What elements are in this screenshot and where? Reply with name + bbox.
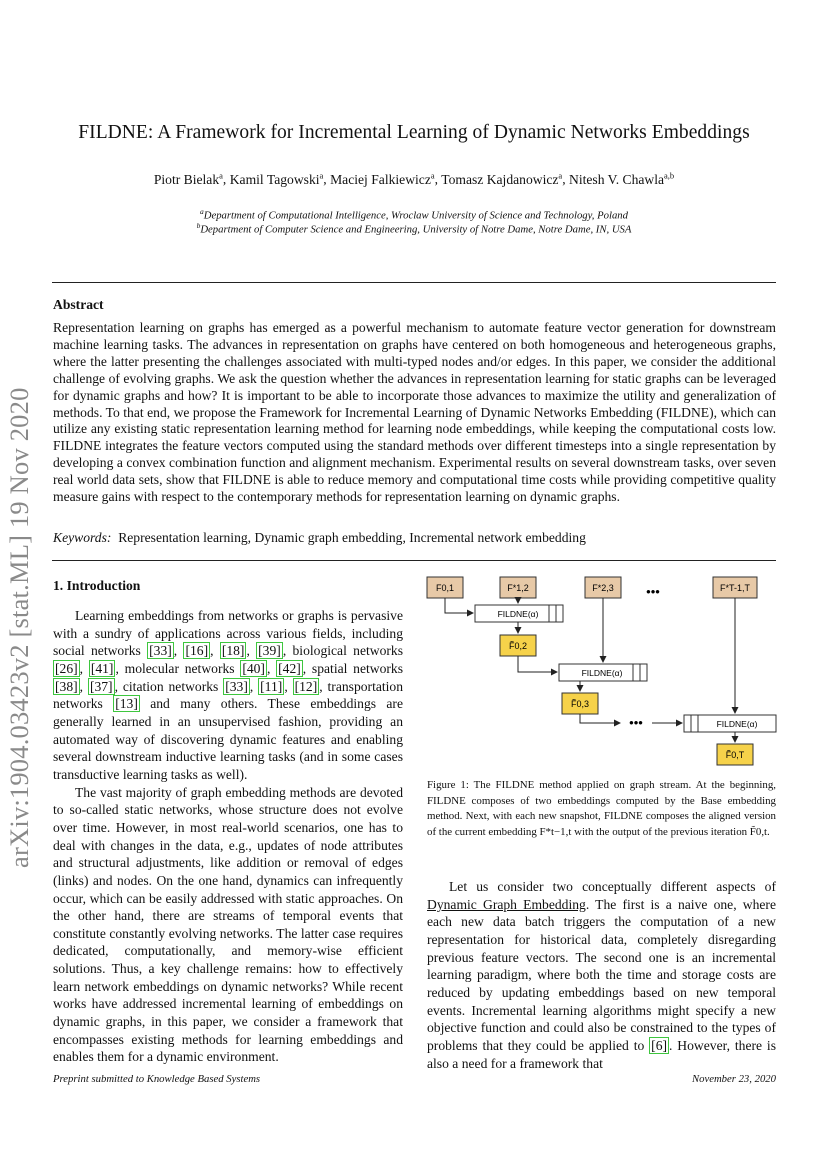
author: Tomasz Kajdanowicz$^a$ — [441, 170, 563, 187]
operator-label: FILDNE(α) — [716, 719, 758, 729]
arxiv-identifier: arXiv:1904.03423v2 [stat.ML] 19 Nov 2020 — [4, 387, 34, 868]
keywords-line — [53, 530, 586, 546]
intro-paragraph-2: The vast majority of graph embedding methods are devoted to so-called static networks, whose structure does not evolve over time. However, in most real-world scenarios, one has to deal with changes in the data, e.g., updates of node attributes and structural adjustments, like addition or removal of edges (links) and nodes. On the one hand, dynamics can infrequently occur, which can be easily addressed with static approaches. On the other hand, there are streams of temporal events that constitute constantly evolving networks. The latter case requires dedicated, computationally, and memory-wise efficient solutions. Thus, a key challenge remains: how to effectively learn network embeddings on dynamic networks? While recent works have addressed incremental learning of embeddings on dynamic graphs, in this paper, we consider a framework that encompasses existing methods for learning embeddings and enables them for a dynamic environment. — [53, 784, 403, 1065]
box-label: F̃0,T — [725, 750, 745, 760]
author-list: Piotr Bielak$^a$, Kamil Tagowski$^a$, Maciej Falkiewicz$^a$, Tomasz Kajdanowicz$^a$, Nitesh V. Chawla$^{a,b}$ — [153, 170, 675, 187]
footer-date: November 23, 2020 — [691, 1073, 776, 1085]
footer-preprint-note: Preprint submitted to Knowledge Based Systems — [53, 1073, 261, 1085]
section-heading: 1. Introduction — [53, 578, 141, 593]
ellipsis: ••• — [646, 584, 660, 599]
citation-link[interactable]: [40] — [242, 660, 265, 676]
citation-link[interactable]: [13] — [115, 696, 138, 712]
operator-label: FILDNE(α) — [497, 609, 539, 619]
intro-left-column — [53, 607, 403, 1066]
citation-link[interactable]: [33] — [225, 678, 248, 694]
paper-title: FILDNE: A Framework for Incremental Learning of Dynamic Networks Embeddings — [78, 122, 750, 143]
intro-right-column — [427, 878, 776, 1072]
citation-link[interactable]: [12] — [294, 678, 318, 694]
box-label: F*T-1,T — [719, 583, 751, 593]
top-divider — [52, 282, 776, 283]
citation-link[interactable]: [42] — [278, 660, 301, 676]
intro-paragraph-3: Let us consider two conceptually different aspects of Dynamic Graph Embedding. The first is a naive one, where each new data batch triggers the computation of a new representation for historical data, completely disregarding previous feature vectors. The second one is an incremental learning paradigm, where both the time and storage costs are reduced by updating embeddings based on new temporal events. Incremental learning algorithms might specify a new objective function and could also be constrained to the types of problems that they could be applied to [6] . However, there is also a need for a framework that — [427, 879, 776, 1071]
figure-1-caption: Figure 1: The FILDNE method applied on graph stream. At the beginning, FILDNE composes of two embeddings computed by the Base embedding method. Next, with each new snapshot, FILDNE composes the aligned version of the current embedding F*t−1,t with the output of the previous iteration F̃0,t. — [427, 779, 776, 838]
author: Maciej Falkiewicz$^a$ — [330, 170, 435, 187]
citation-link[interactable]: [33] — [149, 643, 172, 659]
box-label: F0,1 — [435, 583, 455, 593]
box-label: F̃0,3 — [570, 699, 590, 709]
box-label: F̃0,2 — [508, 641, 528, 651]
citation-link[interactable]: [38] — [55, 678, 78, 694]
intro-paragraph-1: Learning embeddings from networks or graphs is pervasive with a sundry of applications across various fields, including social networks [33] , [16] , [18] , [39] , biological networks [26] , [41] , molecular networks [40] , [42] , spatial networks [38] , [37] , citation networks [33] , [11] , [12] , transportation networks [13] and many others. These embeddings are generally learned in an unsupervised fashion, providing an automated way of discovering dynamic features and enabling several downstream inductive learning tasks (and in some cases transductive learning tasks as well). — [53, 608, 404, 782]
abstract-body: Representation learning on graphs has emerged as a powerful mechanism to automate feature vector generation for downstream machine learning tasks. The advances in representation on graphs have centered on both homogeneous and heterogeneous graphs, where the latter presenting the challenges associated with multi-typed nodes and/or edges. In this paper, we consider the additional challenge of evolving graphs. We ask the question whether the advances in representation learning for static graphs can be leveraged for dynamic graphs and how? It is important to be able to incorporate those advances to maximize the utility and generalization of methods. To that end, we propose the Framework for Incremental Learning of Dynamic Networks Embedding (FILDNE), which can utilize any existing static representation learning method for learning node embeddings, while keeping the computational costs low. FILDNE integrates the feature vectors computed using the standard methods over different timesteps into a single representation by developing a convex combination function and alignment mechanism. Experimental results on several downstream tasks, over seven real world data sets, show that FILDNE is able to reduce memory and computational time costs while providing competitive quality measure gains with respect to the contemporary methods for representation learning on dynamic graphs. — [53, 320, 776, 505]
operator-label: FILDNE(α) — [581, 668, 623, 678]
box-label: F*1,2 — [507, 583, 529, 593]
abstract-heading: Abstract — [53, 297, 104, 312]
citation-link[interactable]: [39] — [258, 643, 281, 659]
ellipsis: ••• — [629, 715, 643, 730]
author: Nitesh V. Chawla$^{a,b}$ — [569, 170, 675, 187]
citation-link[interactable]: [26] — [55, 660, 78, 676]
keywords-label: Keywords: — [53, 530, 112, 545]
citation-link[interactable]: [11] — [260, 678, 283, 694]
abstract-divider — [52, 560, 776, 561]
keywords-text: Representation learning, Dynamic graph embedding, Incremental network embedding — [118, 530, 586, 545]
dynamic-graph-embedding-link[interactable]: Dynamic Graph Embedding — [427, 896, 586, 912]
box-label: F*2,3 — [592, 583, 614, 593]
citation-link[interactable]: [16] — [185, 643, 209, 659]
citation-link[interactable]: [37] — [89, 678, 113, 694]
citation-link[interactable]: [41] — [90, 660, 114, 676]
author: Kamil Tagowski$^a$ — [229, 170, 324, 187]
figure-1-diagram — [420, 572, 780, 772]
author: Piotr Bielak$^a$ — [153, 170, 223, 187]
affiliation-a: $^a$Department of Computational Intelligence, Wroclaw University of Science and Technology, Poland — [199, 207, 628, 222]
citation-link[interactable]: [6] — [651, 1037, 668, 1053]
affiliation-b: $^b$Department of Computer Science and Engineering, University of Notre Dame, Notre Dame, IN, USA — [196, 221, 632, 236]
citation-link[interactable]: [18] — [221, 643, 245, 659]
